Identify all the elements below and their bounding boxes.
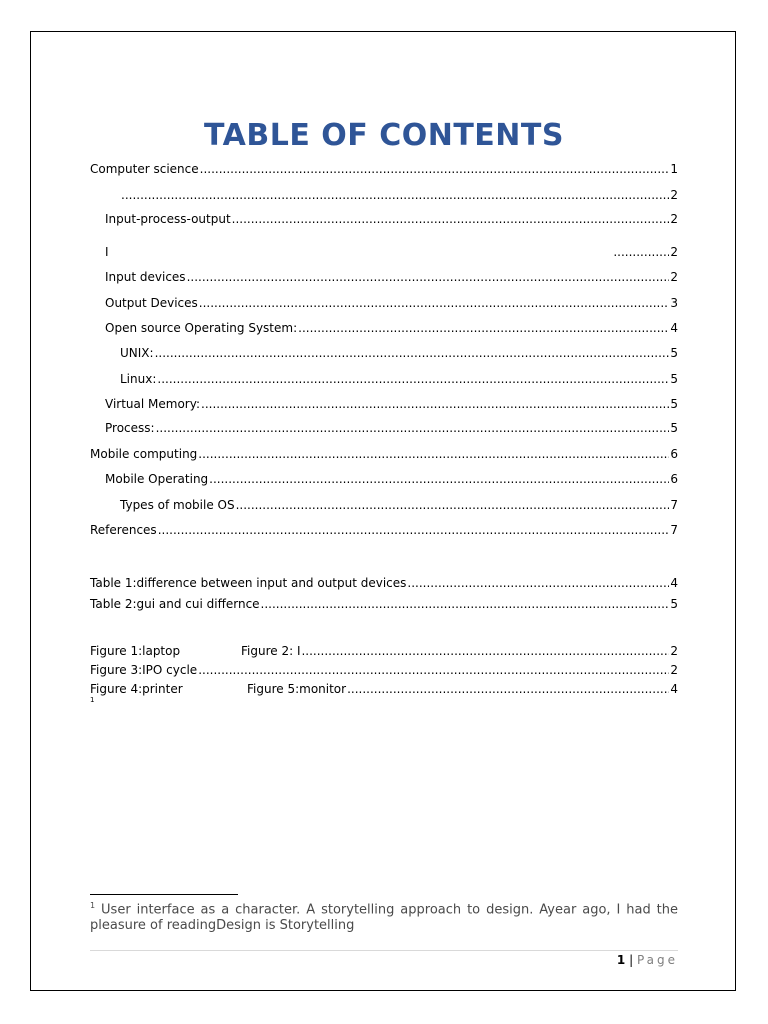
table-entry-page: 5 — [670, 597, 678, 611]
dot-leader — [200, 162, 670, 176]
toc-entry-label: Output Devices — [105, 296, 198, 310]
toc-entry[interactable] — [105, 241, 678, 259]
figure-list-entry[interactable] — [90, 640, 678, 658]
dot-leader — [261, 597, 670, 611]
toc-entry-page: 7 — [670, 523, 678, 537]
figure-entry-page: 4 — [670, 682, 678, 696]
toc-entry[interactable] — [90, 158, 678, 176]
dot-leader — [407, 576, 669, 590]
footnote-reference[interactable]: 1 — [90, 696, 95, 704]
dot-leader — [155, 346, 670, 360]
toc-entry-label: Virtual Memory: — [105, 397, 200, 411]
toc-entry-label: Open source Operating System: — [105, 321, 298, 335]
toc-entry[interactable] — [105, 417, 678, 435]
footnote-separator — [90, 894, 238, 895]
toc-entry-page: 5 — [670, 421, 678, 435]
footnote-marker: 1 — [90, 901, 96, 910]
toc-entry[interactable] — [105, 393, 678, 411]
table-list-entry[interactable] — [90, 572, 678, 590]
toc-entry-label: UNIX: — [120, 346, 154, 360]
figure-entry-page: 2 — [670, 644, 678, 658]
toc-entry-label: Input devices — [105, 270, 186, 284]
dot-leader — [236, 498, 670, 512]
figure-entry-label: Figure 1:laptop — [90, 644, 181, 658]
toc-entry-page: 6 — [670, 447, 678, 461]
toc-entry-label: Mobile computing — [90, 447, 198, 461]
page-title: TABLE OF CONTENTS — [204, 118, 564, 153]
figure-entry-page: 2 — [670, 663, 678, 677]
toc-entry-label: Computer science — [90, 162, 199, 176]
toc-entry-page: 2 — [670, 212, 678, 226]
dot-leader — [232, 212, 670, 226]
dot-leader — [201, 397, 669, 411]
toc-entry[interactable] — [120, 368, 678, 386]
footer-page-number: 1 — [616, 953, 626, 967]
toc-entry-label: Linux: — [120, 372, 157, 386]
toc-entry-label: Mobile Operating — [105, 472, 209, 486]
dot-leader — [298, 321, 669, 335]
toc-entry-page: 2 — [670, 188, 678, 202]
figure-entry-label: Figure 2: I — [241, 644, 301, 658]
table-entry-page: 4 — [670, 576, 678, 590]
footer-divider — [90, 950, 678, 951]
dot-leader — [613, 245, 669, 259]
toc-entry[interactable] — [90, 443, 678, 461]
figure-list-entry[interactable] — [90, 659, 678, 677]
toc-entry-page: 2 — [670, 245, 678, 259]
toc-entry-page: 7 — [670, 498, 678, 512]
toc-entry-label: I — [105, 245, 109, 259]
toc-entry-page: 2 — [670, 270, 678, 284]
dot-leader — [157, 372, 669, 386]
toc-entry-page: 5 — [670, 372, 678, 386]
dot-leader — [209, 472, 669, 486]
dot-leader — [121, 188, 669, 202]
toc-entry[interactable] — [105, 317, 678, 335]
figure-entry-label: Figure 3:IPO cycle — [90, 663, 198, 677]
dot-leader — [158, 523, 670, 537]
toc-entry-page: 1 — [670, 162, 678, 176]
dot-leader — [156, 421, 670, 435]
toc-entry-label: Input-process-output — [105, 212, 231, 226]
toc-entry[interactable] — [105, 208, 678, 226]
toc-entry[interactable] — [105, 292, 678, 310]
footnote — [90, 898, 678, 934]
footnote-text: User interface as a character. A storytelling approach to design. Ayear ago, I had the pleasure of readingDesign is Storytelling — [90, 902, 678, 934]
toc-entry[interactable] — [90, 519, 678, 537]
toc-entry-label: Types of mobile OS — [120, 498, 235, 512]
dot-leader — [199, 296, 670, 310]
dot-leader — [198, 663, 669, 677]
figure-entry-label: Figure 5:monitor — [247, 682, 347, 696]
table-entry-label: Table 1:difference between input and output devices — [90, 576, 407, 590]
table-list-entry[interactable] — [90, 593, 678, 611]
figure-entry-label: Figure 4:printer — [90, 682, 183, 696]
table-entry-label: Table 2:gui and cui differnce — [90, 597, 260, 611]
toc-entry[interactable] — [120, 184, 678, 202]
toc-entry-label: Process: — [105, 421, 155, 435]
toc-entry[interactable] — [105, 468, 678, 486]
toc-entry-page: 3 — [670, 296, 678, 310]
page-footer — [617, 953, 678, 967]
toc-entry[interactable] — [105, 266, 678, 284]
footer-page-word: Page — [636, 953, 678, 967]
toc-entry-page: 5 — [670, 397, 678, 411]
dot-leader — [347, 682, 669, 696]
toc-entry-label: References — [90, 523, 157, 537]
toc-entry-page: 4 — [670, 321, 678, 335]
footer-separator: | — [625, 953, 637, 967]
toc-entry[interactable] — [120, 342, 678, 360]
dot-leader — [198, 447, 669, 461]
toc-entry-page: 6 — [670, 472, 678, 486]
figure-list-entry[interactable] — [90, 678, 678, 696]
toc-entry[interactable] — [120, 494, 678, 512]
dot-leader — [187, 270, 670, 284]
toc-entry-page: 5 — [670, 346, 678, 360]
dot-leader — [301, 644, 669, 658]
